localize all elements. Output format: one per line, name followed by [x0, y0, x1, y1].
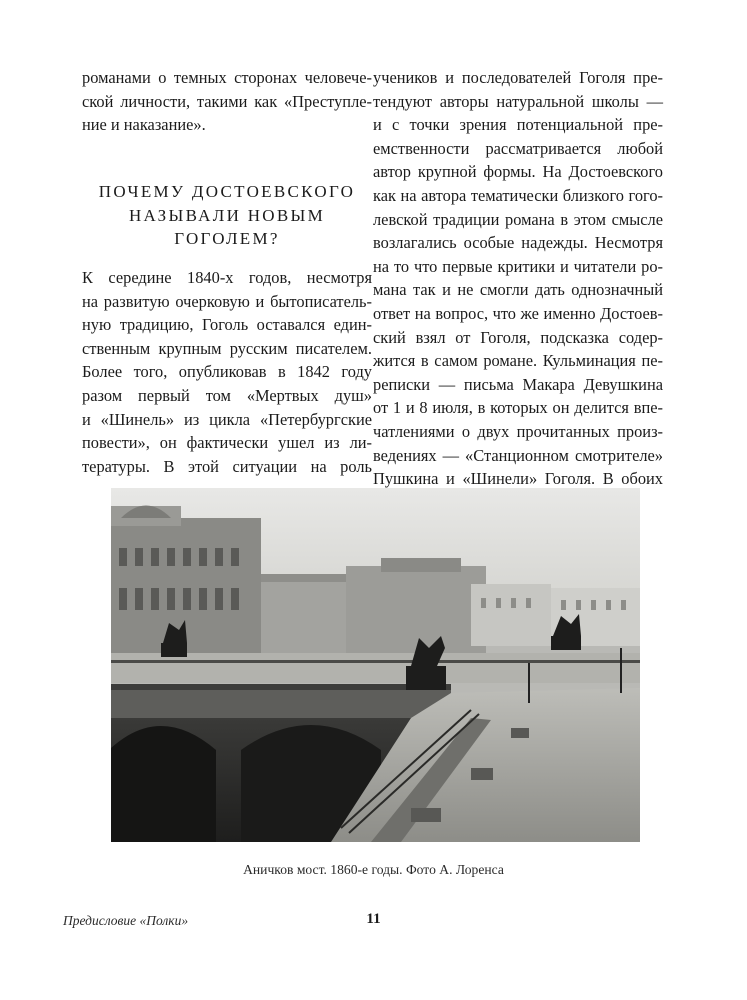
text-line: и с точки зрения потенциальной пре-: [373, 115, 663, 135]
running-title: Предисловие «Полки»: [63, 913, 189, 928]
photo-illustration: [111, 488, 640, 842]
text-line: тературы. В этой ситуации на роль: [82, 456, 372, 476]
text-line: ную традицию, Гоголь оставался един-: [82, 315, 372, 335]
left-column-body: [82, 266, 372, 478]
text-line: на то что первые критики и читатели ро-: [373, 256, 663, 276]
historical-photo: [111, 488, 640, 842]
text-line: от 1 и 8 июля, в которых он делится впе-: [373, 398, 663, 418]
text-line: емственности рассматривается любой: [373, 138, 663, 158]
text-line: и «Шинель» из цикла «Петербургские: [82, 409, 372, 429]
heading-line: ГОГОЛЕМ?: [174, 229, 280, 248]
text-line: чатлениями о двух прочитанных произ-: [373, 421, 663, 441]
figure-caption: Аничков мост. 1860-е годы. Фото А. Лоренса: [243, 862, 504, 877]
text-line: К середине 1840-х годов, несмотря: [82, 268, 372, 287]
text-line: левской традиции романа в этом смысле: [373, 209, 663, 229]
heading-line: ПОЧЕМУ ДОСТОЕВСКОГО: [98, 182, 356, 201]
text-line: ственным крупным русским писателем.: [82, 338, 372, 358]
text-line: на развитую очерковую и бытописатель-: [82, 291, 372, 311]
text-line: учеников и последователей Гоголя пре-: [373, 68, 663, 87]
right-column: [373, 66, 663, 491]
text-line: возлагались особые надежды. Несмотря: [373, 233, 663, 253]
text-line: автор крупной формы. На Достоевского: [373, 162, 663, 182]
text-line: ведениях — «Станционном смотрителе»: [373, 445, 663, 465]
text-line: Пушкина и «Шинели» Гоголя. В обоих: [373, 469, 663, 489]
text-line: мана так и не смогли дать однозначный: [373, 280, 663, 300]
page-number: 11: [366, 911, 381, 927]
text-line: как на автора тематически близкого гого-: [373, 185, 663, 205]
text-line: жится в самом романе. Кульминация пе-: [373, 351, 663, 371]
section-heading: [82, 180, 372, 251]
text-line: ние и наказание».: [82, 115, 206, 135]
text-line: разом первый том «Мертвых душ»: [82, 385, 372, 405]
text-line: тендуют авторы натуральной школы —: [373, 91, 663, 111]
text-line: ский взял от Гоголя, подсказка содер-: [373, 327, 663, 347]
text-line: романами о темных сторонах человече-: [82, 68, 372, 87]
text-line: повести», он фактически ушел из ли-: [82, 433, 372, 453]
left-column-intro: [82, 66, 372, 137]
text-line: Более того, опубликовав в 1842 году: [82, 362, 372, 382]
heading-line: НАЗЫВАЛИ НОВЫМ: [128, 205, 326, 225]
text-line: ответ на вопрос, что же именно Достоев-: [373, 303, 663, 323]
text-line: реписки — письма Макара Девушкина: [373, 374, 663, 394]
text-line: ской личности, такими как «Преступле-: [82, 91, 372, 111]
